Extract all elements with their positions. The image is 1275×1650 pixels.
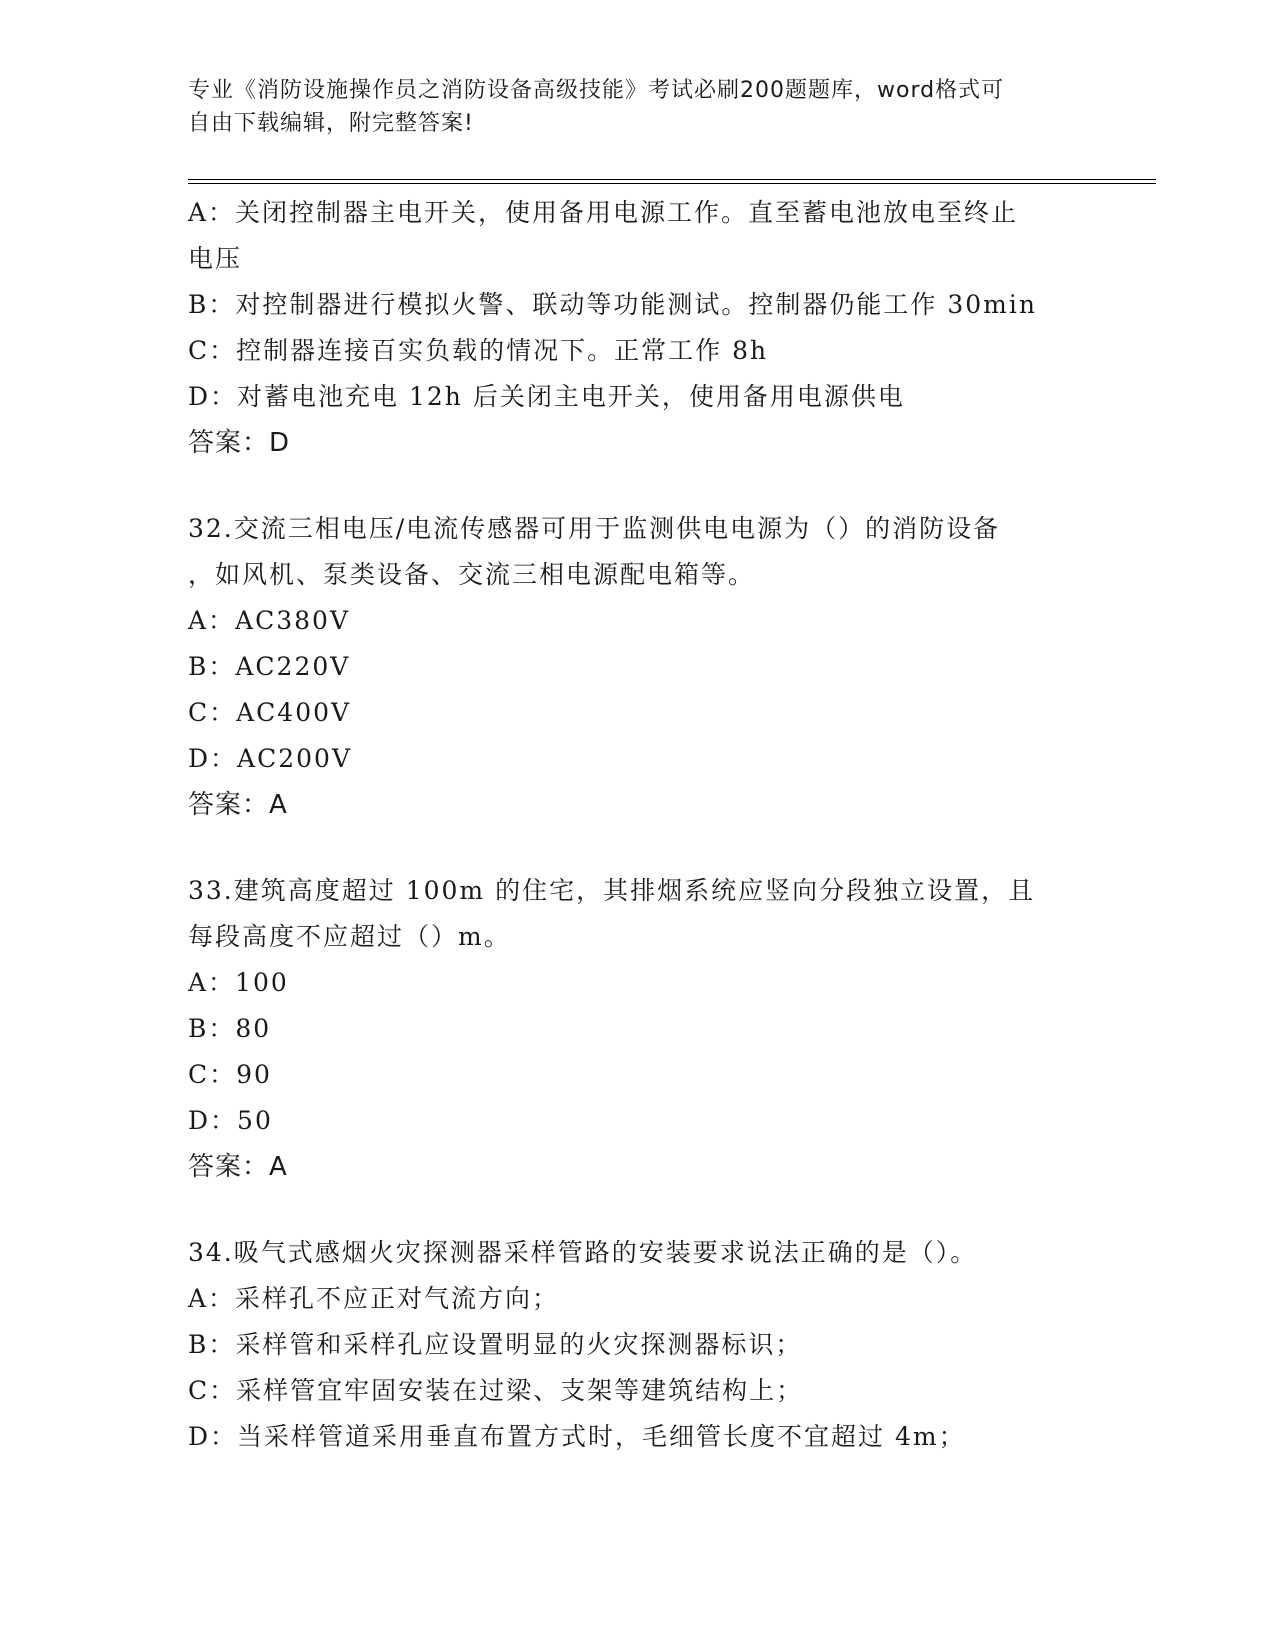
option-c: C：控制器连接百实负载的情况下。正常工作 8h [188, 336, 769, 365]
option-a-continued: 电压 [188, 244, 243, 273]
option-a: A：100 [188, 968, 289, 997]
question-stem-continued: 每段高度不应超过（）m。 [188, 922, 511, 951]
question-34 [188, 1230, 1088, 1460]
document-header [188, 74, 1068, 140]
header-line-2: 自由下载编辑，附完整答案! [188, 111, 474, 136]
option-b: B：对控制器进行模拟火警、联动等功能测试。控制器仍能工作 30min [188, 290, 1037, 319]
option-c: C：采样管宜牢固安装在过梁、支架等建筑结构上； [188, 1376, 804, 1405]
option-d: D：当采样管道采用垂直布置方式时，毛细管长度不宜超过 4m； [188, 1422, 966, 1451]
answer: 答案：A [188, 1152, 288, 1182]
question-stem: 33.建筑高度超过 100m 的住宅，其排烟系统应竖向分段独立设置，且 [188, 876, 1036, 905]
question-list [188, 190, 1088, 1460]
option-b: B：80 [188, 1014, 272, 1043]
option-a: A：采样孔不应正对气流方向； [188, 1284, 560, 1313]
question-stem-continued: ，如风机、泵类设备、交流三相电源配电箱等。 [188, 560, 756, 589]
question-stem: 32.交流三相电压/电流传感器可用于监测供电电源为（）的消防设备 [188, 514, 1001, 543]
question-stem: 34.吸气式感烟火灾探测器采样管路的安装要求说法正确的是（）。 [188, 1238, 978, 1267]
option-d: D：50 [188, 1106, 273, 1135]
header-line-1: 专业《消防设施操作员之消防设备高级技能》考试必刷200题题库，word格式可 [188, 78, 1005, 103]
question-33 [188, 868, 1088, 1190]
answer: 答案：A [188, 790, 288, 820]
option-a: A：关闭控制器主电开关，使用备用电源工作。直至蓄电池放电至终止 [188, 198, 1019, 227]
option-c: C：AC400V [188, 698, 352, 727]
header-divider [188, 179, 1156, 184]
option-b: B：采样管和采样孔应设置明显的火灾探测器标识； [188, 1330, 803, 1359]
option-d: D：对蓄电池充电 12h 后关闭主电开关，使用备用电源供电 [188, 382, 905, 411]
option-a: A：AC380V [188, 606, 351, 635]
question-31-continued [188, 190, 1088, 466]
option-d: D：AC200V [188, 744, 352, 773]
option-b: B：AC220V [188, 652, 351, 681]
option-c: C：90 [188, 1060, 272, 1089]
answer: 答案：D [188, 428, 291, 458]
question-32 [188, 506, 1088, 828]
